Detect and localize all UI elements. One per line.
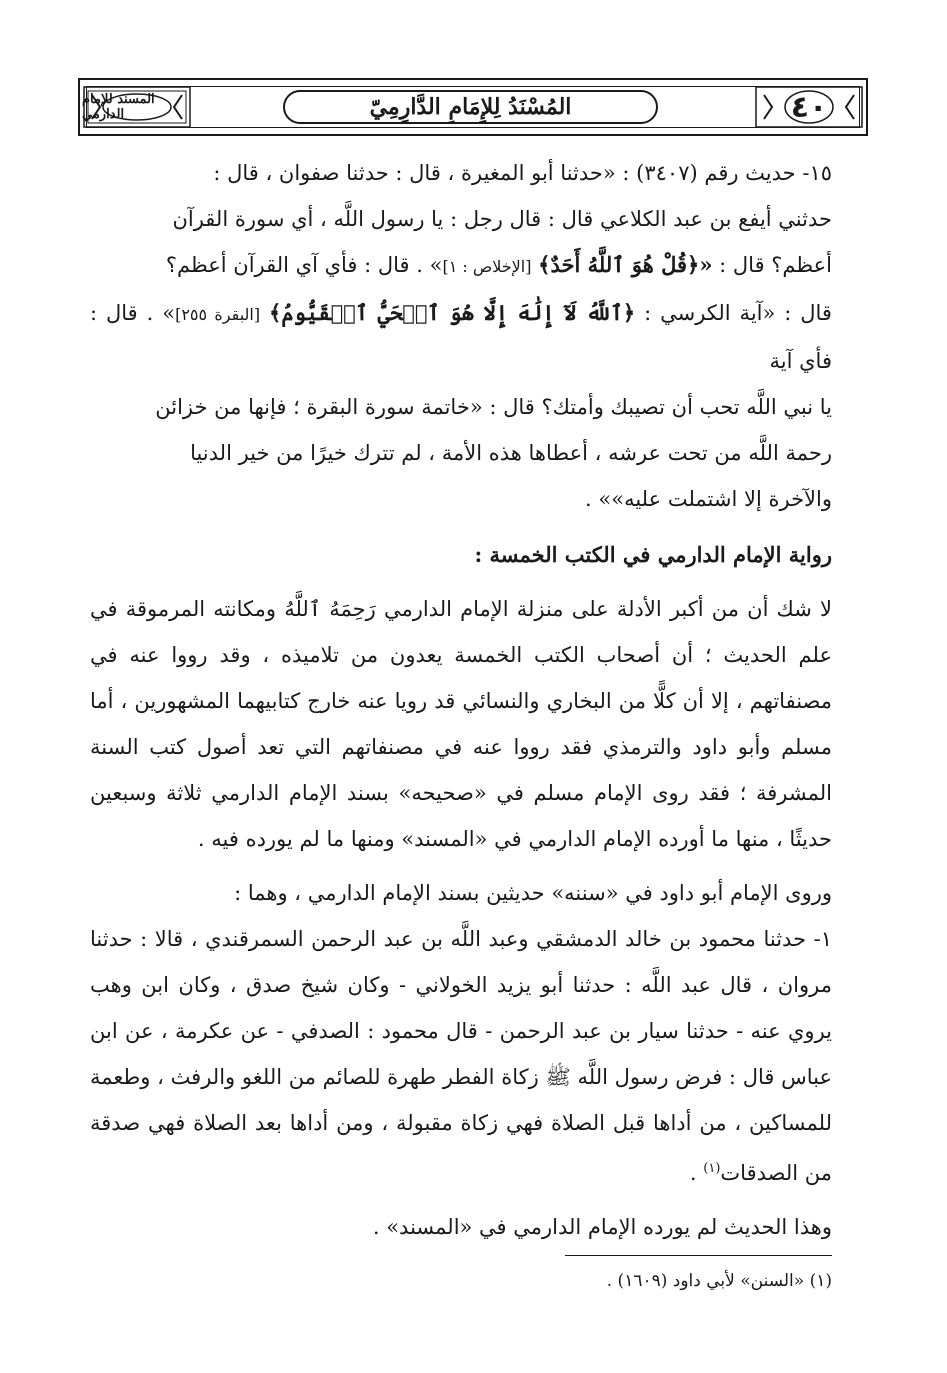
hadith-15-line-3-start: أعظم؟ قال :: [719, 253, 832, 277]
hadith-15-line-3-end: » . قال : فأي آي القرآن أعظم؟: [165, 253, 443, 277]
footnote-divider: [565, 1255, 832, 1256]
hadith-15-line-2: حدثني أيفع بن عبد الكلاعي قال : قال رجل : يا رسول اللَّه ، أي سورة القرآن: [172, 207, 832, 231]
footnote: (١) «السنن» لأبي داود (١٦٠٩) .: [606, 1271, 832, 1291]
page-header: [78, 78, 868, 136]
quran-ref-kursi: [البقرة ٢٥٥]: [175, 305, 261, 324]
hadith-15-line-4: [90, 290, 832, 384]
paragraph-1: لا شك أن من أكبر الأدلة على منزلة الإمام الدارمي رَحِمَهُ ٱللَّهُ ومكانته المرموقة في علم الحديث ؛ أن أصحاب الكتب الخمسة يعدون من تلاميذه ، وقد رووا عنه في مصنفاتهم ، إلا أن كلًّا من البخاري والنسائي قد رويا عنه خارج كتابيهما المشهورين ، أما مسلم وأبو داود والترمذي فقد رووا عنه في مصنفاتهم التي تعد أصول كتب السنة المشرفة ؛ فقد روى الإمام مسلم في «صحيحه» بسند الإمام الدارمي ثلاثة وسبعين حديثًا ، منها ما أورده الإمام الدارمي في «المسند» ومنها ما لم يورده فيه .: [90, 597, 832, 851]
page-body: [90, 150, 832, 1250]
quran-verse-ikhlas: «﴿قُلْ هُوَ ٱللَّهُ أَحَدٌ﴾: [538, 252, 713, 277]
section-title: رواية الإمام الدارمي في الكتب الخمسة :: [474, 542, 832, 567]
page-number: ٤٠: [790, 89, 828, 125]
logo-text: المسند للإمام الدارمي: [82, 92, 155, 122]
page-number-ornament: [754, 84, 864, 130]
hadith-1-text: ١- حدثنا محمود بن خالد الدمشقي وعبد اللَّه بن عبد الرحمن السمرقندي ، قالا : حدثنا مروان ، قال عبد اللَّه : حدثنا أبو يزيد الخولاني - وكان شيخ صدق ، وكان ابن وهب يروي عنه - حدثنا سيار بن عبد الرحمن - قال محمود : الصدفي - عن عكرمة ، عن ابن عباس قال : فرض رسول اللَّه ﷺ زكاة الفطر طهرة للصائم من اللغو والرفث ، وطعمة للمساكين ، من أداها قبل الصلاة فهي زكاة مقبولة ، ومن أداها بعد الصلاة فهي صدقة من الصدقات: [90, 927, 832, 1185]
hadith-1: [90, 916, 832, 1196]
paragraph-2: وروى الإمام أبو داود في «سننه» حديثين بسند الإمام الدارمي ، وهما :: [234, 881, 832, 905]
hadith-15-line-4-end: » . قال : فأي آية: [90, 301, 832, 373]
quran-verse-kursi: ﴿ٱللَّهُ لَآ إِلَٰهَ إِلَّا هُوَ ٱلۡحَيُّ ٱلۡقَيُّومُ﴾: [269, 300, 636, 325]
hadith-1-end: .: [689, 1161, 704, 1185]
hadith-15-line-3: [90, 242, 832, 290]
paragraph-3: وهذا الحديث لم يورده الإمام الدارمي في «المسند» .: [372, 1215, 832, 1239]
hadith-15-line-6: رحمة اللَّه من تحت عرشه ، أعطاها هذه الأمة ، لم تترك خيرًا من خير الدنيا: [190, 441, 832, 465]
footnote-reference[interactable]: (١): [703, 1161, 721, 1176]
hadith-15-line-4-start: قال : «آية الكرسي :: [644, 301, 832, 325]
hadith-15-line-7: والآخرة إلا اشتملت عليه»» .: [585, 487, 832, 511]
hadith-15-line-5: يا نبي اللَّه تحب أن تصيبك وأمتك؟ قال : «خاتمة سورة البقرة ؛ فإنها من خزائن: [155, 395, 832, 419]
quran-ref-ikhlas: [الإخلاص : ١]: [442, 257, 532, 276]
hadith-15-line-1: ١٥- حديث رقم (٣٤٠٧) : «حدثنا أبو المغيرة ، قال : حدثنا صفوان ، قال :: [213, 161, 832, 185]
logo-ornament: [82, 84, 192, 130]
running-title: المُسْنَدُ لِلإِمَامِ الدَّارِمِيّ: [283, 90, 658, 124]
